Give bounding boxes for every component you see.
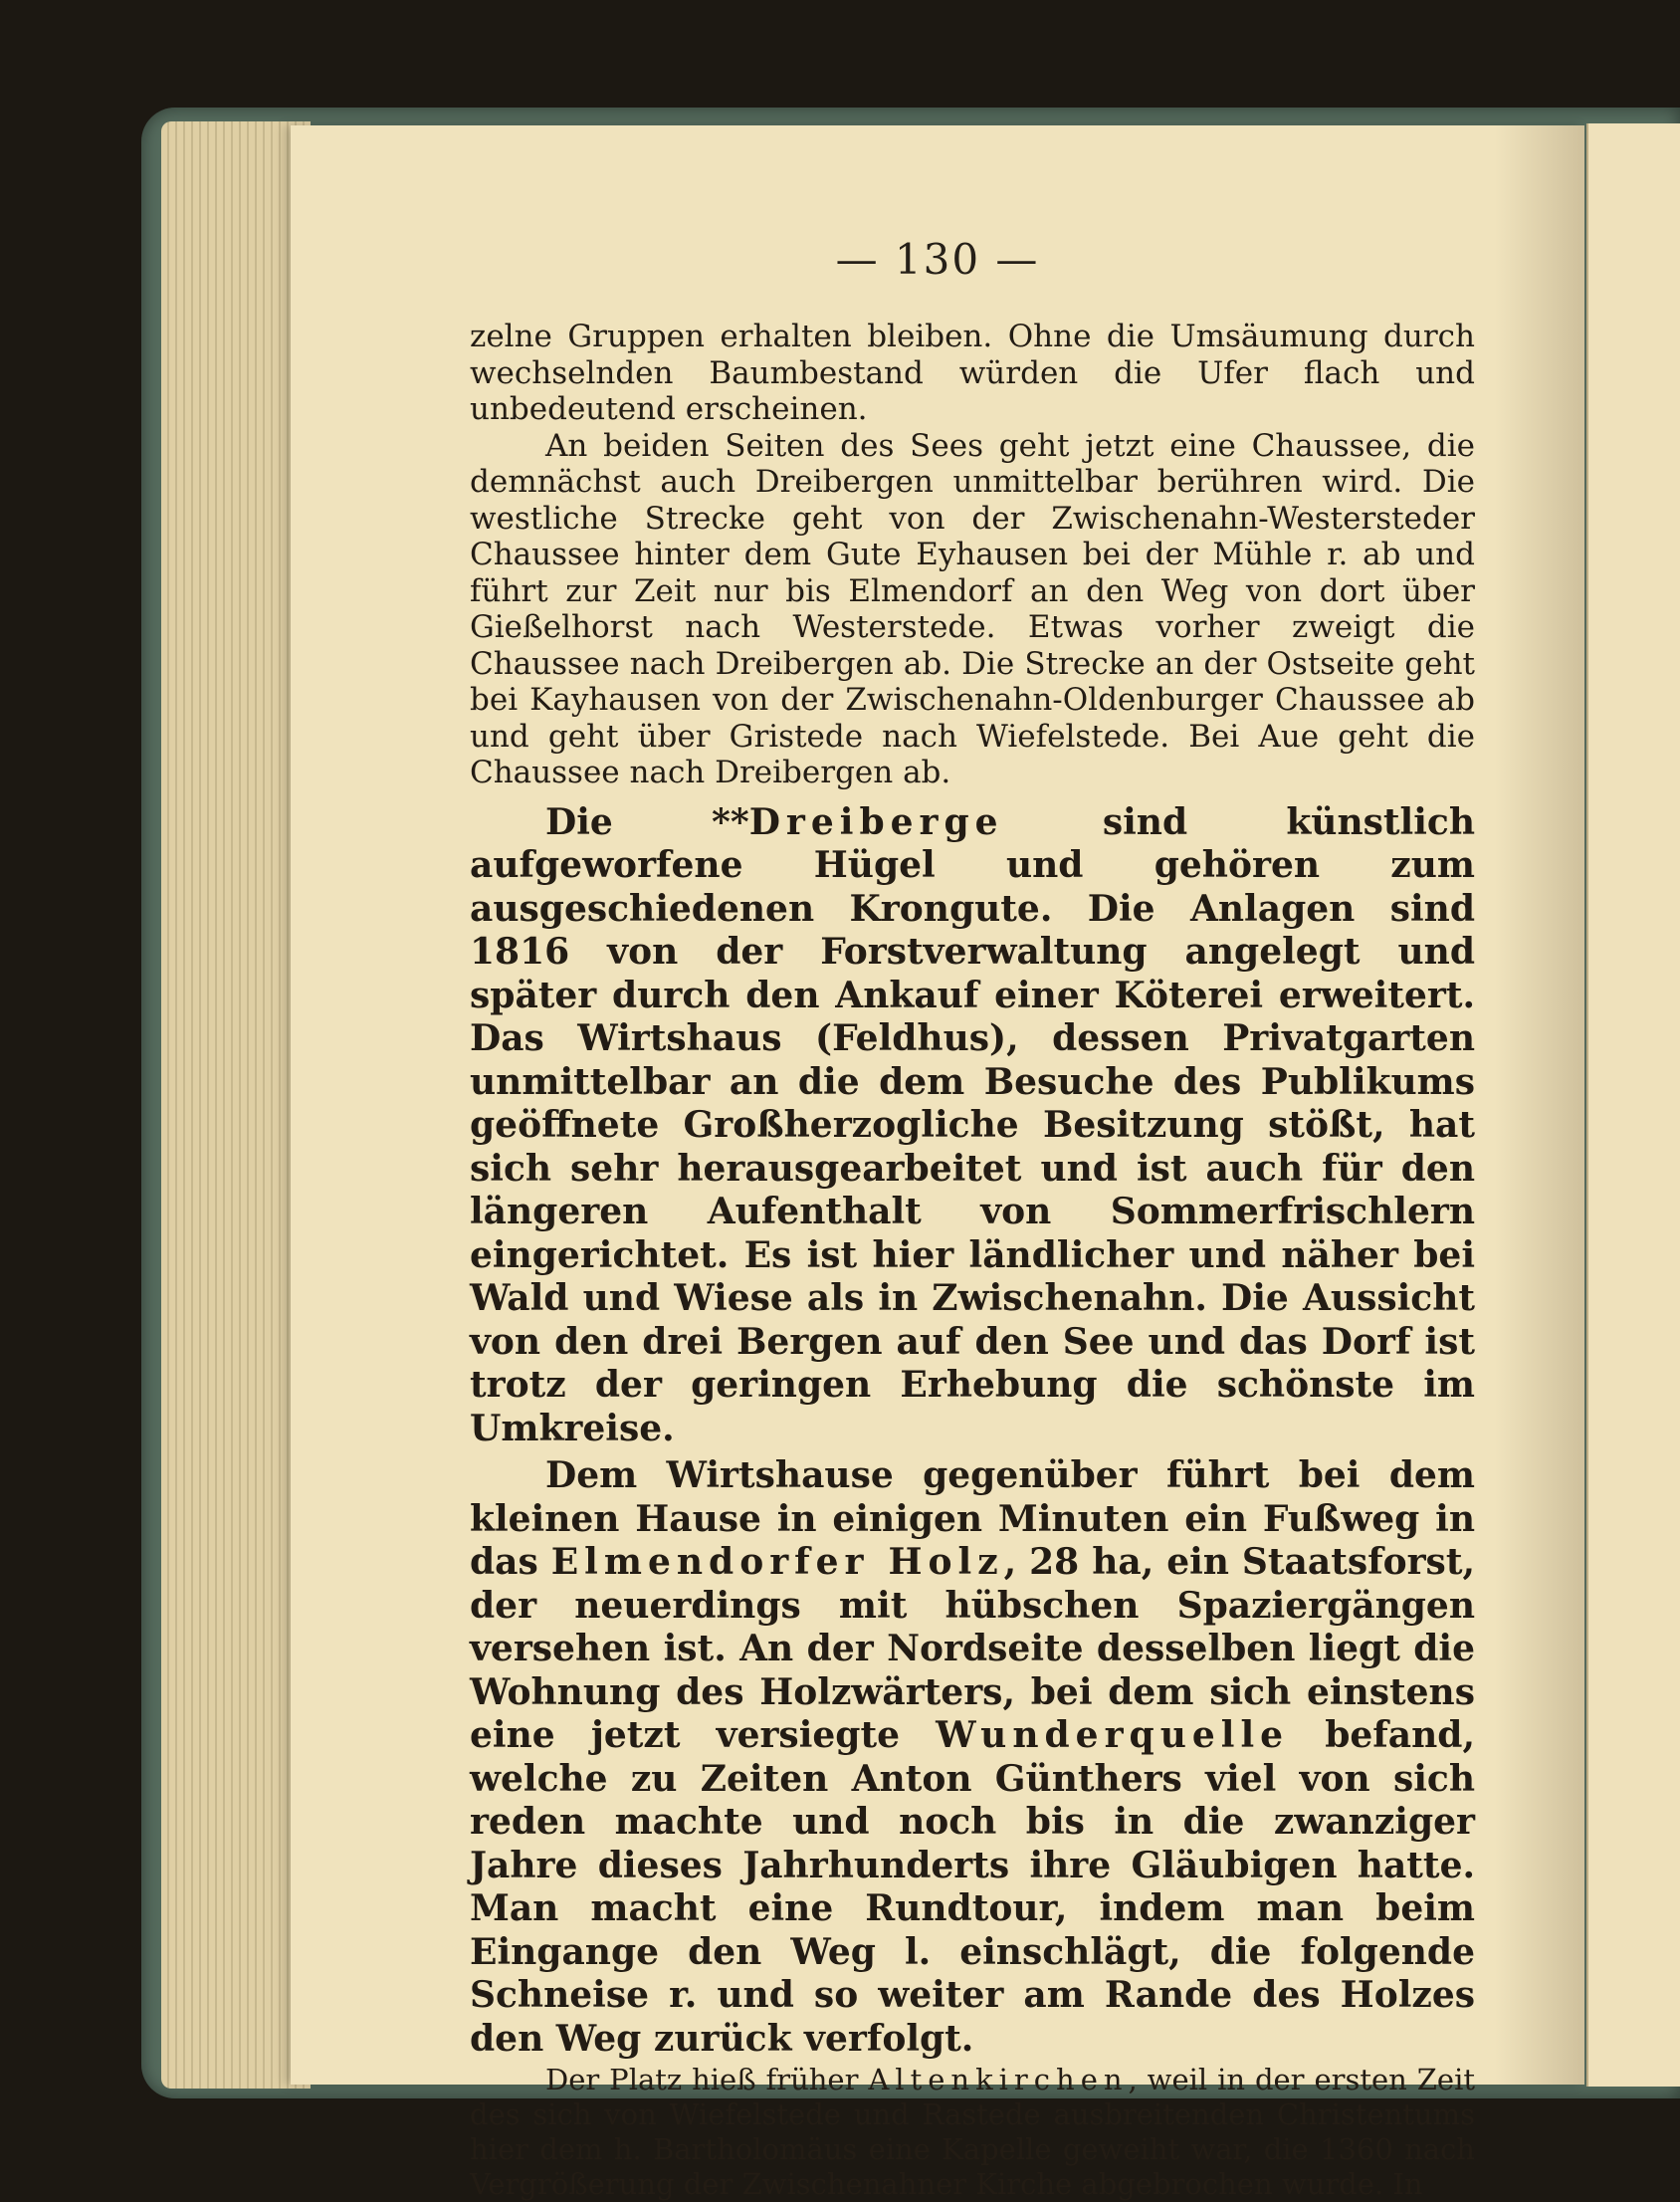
page-edges	[161, 121, 311, 2089]
paragraph-1: zelne Gruppen erhalten bleiben. Ohne die Umsäumung durch wechselnden Baumbestand würden die Ufer flach und unbedeutend erscheinen.	[470, 319, 1475, 427]
paragraph-5-rest: , weil in der ersten Zeit des sich von Wiefelstede und Rastede ausbreitenden Christentums hier dem h. Bartholomäus eine Kapelle geweiht war, die 1360 nach Vergrößerung der Zwischenahner Kirche abgebrochen wurde. In	[470, 2063, 1475, 2201]
facing-page-edge	[1586, 123, 1680, 2087]
small-print-section	[470, 319, 1475, 791]
paragraph-4-rest: befand, welche zu Zeiten Anton Günthers viel von sich reden machte und noch bis in die zwanziger Jahre dieses Jahrhunderts ihre Gläubigen hatte. Man macht eine Rundtour, indem man beim Eingange den Weg l. einschlägt, die folgende Schneise r. und so weiter am Rande des Holzes den Weg zurück verfolgt.	[470, 1714, 1475, 2060]
paragraph-4	[470, 1454, 1475, 2061]
paragraph-4-middle: , 28 ha, ein Staatsforst, der neuerdings mit hübschen Spaziergängen versehen ist. An der Nordseite desselben liegt die Wohnung des Holzwärters, bei dem sich einstens eine jetzt versiegte	[470, 1541, 1475, 1756]
place-name-dreiberge: Dreiberge	[748, 800, 1004, 843]
paragraph-3-rest: sind künstlich aufgeworfene Hügel und gehören zum ausgeschiedenen Krongute. Die Anlagen sind 1816 von der Forstverwaltung angelegt und später durch den Ankauf einer Köterei erweitert. Das Wirtshaus (Feldhus), dessen Privatgarten unmittelbar an die dem Besuche des Publikums geöffnete Großherzogliche Besitzung stößt, hat sich sehr herausgearbeitet und ist auch für den längeren Aufenthalt von Sommerfrischlern eingerichtet. Es ist hier ländlicher und näher bei Wald und Wiese als in Zwischenahn. Die Aussicht von den drei Bergen auf den See und das Dorf ist trotz der geringen Erhebung die schönste im Umkreise.	[470, 800, 1475, 1449]
small-print-note	[470, 2063, 1475, 2202]
page-text	[470, 319, 1475, 2202]
paragraph-3	[470, 801, 1475, 1451]
term-wunderquelle: Wunderquelle	[936, 1714, 1290, 1756]
place-name-altenkirchen: Altenkirchen	[868, 2063, 1129, 2096]
place-name-elmendorfer-holz: Elmendorfer Holz	[550, 1541, 1004, 1583]
paragraph-2: An beiden Seiten des Sees geht jetzt eine Chaussee, die demnächst auch Dreibergen unmittelbar berühren wird. Die westliche Strecke geht von der Zwischenahn-Westersteder Chaussee hinter dem Gute Eyhausen bei der Mühle r. ab und führt zur Zeit nur bis Elmendorf an den Weg von dort über Gießelhorst nach Westerstede. Etwas vorher zweigt die Chaussee nach Dreibergen ab. Die Strecke an der Ostseite geht bei Kayhausen von der Zwischenahn-Oldenburger Chaussee ab und geht über Gristede nach Wiefelstede. Bei Aue geht die Chaussee nach Dreibergen ab.	[470, 427, 1475, 790]
paragraph-3-start: Die **	[545, 800, 749, 843]
page-number: — 130 —	[835, 235, 1040, 284]
book-page	[291, 125, 1584, 2201]
gutter-shadow	[1495, 125, 1584, 2085]
paragraph-5-start: Der Platz hieß früher	[545, 2063, 869, 2096]
large-print-section	[470, 801, 1475, 2062]
paragraph-4-start: Dem Wirtshause gegenüber führt bei dem kleinen Hause in einigen Minuten ein Fußweg in das	[470, 1454, 1475, 1583]
paragraph-5	[470, 2063, 1475, 2202]
